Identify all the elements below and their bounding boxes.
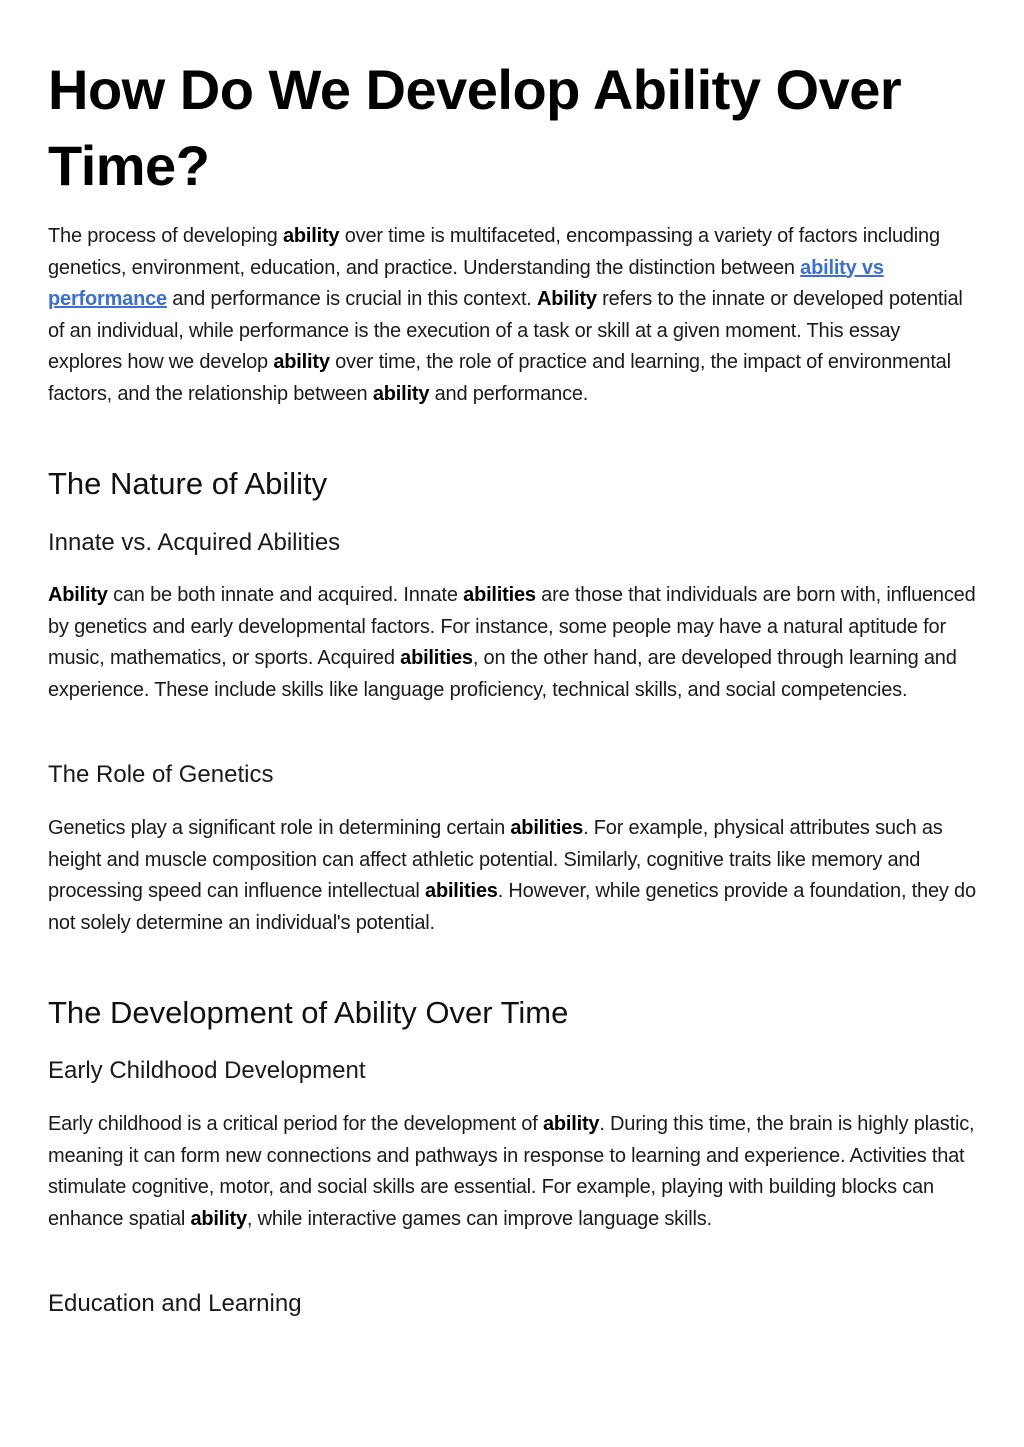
- text: . However, while genetics provide a foundation, they do not solely determine an individual's potential.: [48, 880, 976, 934]
- text: . For example, physical attributes such as height and muscle composition can affect athletic potential. Similarly, cognitive traits like memory and processing speed can influence intellectual: [48, 817, 943, 902]
- bold-term: ability: [190, 1207, 247, 1230]
- text: over time is multifaceted, encompassing a variety of factors including genetics, environment, education, and practice. Understanding the distinction between: [48, 225, 940, 279]
- bold-term: ability: [372, 382, 430, 405]
- subheading-role-of-genetics: The Role of Genetics: [48, 761, 274, 788]
- bold-term: abilities: [463, 584, 536, 606]
- bold-term: ability: [273, 351, 330, 373]
- page-title: How Do We Develop Ability Over Time?: [48, 58, 902, 197]
- bold-term: abilities: [510, 817, 584, 839]
- intro-paragraph: [48, 221, 978, 410]
- bold-term: Ability: [48, 584, 108, 606]
- innate-acquired-paragraph: [48, 580, 978, 706]
- section-heading-development-over-time: The Development of Ability Over Time: [48, 995, 569, 1030]
- text: , while interactive games can improve language skills.: [246, 1207, 712, 1230]
- bold-term: abilities: [400, 647, 473, 669]
- text: Genetics play a significant role in determining certain: [48, 817, 511, 839]
- bold-term: ability: [542, 1113, 600, 1135]
- early-childhood-paragraph: [48, 1109, 978, 1235]
- text: are those that individuals are born with, influenced by genetics and early developmental factors. For instance, some people may have a natural aptitude for music, mathematics, or sports. Acquired: [48, 584, 976, 669]
- subheading-innate-vs-acquired: Innate vs. Acquired Abilities: [48, 529, 341, 556]
- bold-term: ability: [282, 225, 340, 247]
- text: and performance is crucial in this context.: [166, 288, 538, 310]
- section-heading-nature-of-ability: The Nature of Ability: [48, 466, 328, 501]
- text: and performance.: [429, 382, 589, 405]
- bold-term: Ability: [537, 288, 597, 310]
- text: , on the other hand, are developed through learning and experience. These include skills like language proficiency, technical skills, and social competencies.: [48, 647, 957, 701]
- text: The process of developing: [48, 225, 283, 247]
- bold-term: abilities: [425, 880, 498, 902]
- text: Early childhood is a critical period for the development of: [48, 1113, 543, 1135]
- subheading-early-childhood: Early Childhood Development: [48, 1057, 366, 1084]
- ability-vs-performance-link[interactable]: ability vs performance: [48, 256, 884, 310]
- text: . During this time, the brain is highly plastic, meaning it can form new connections and pathways in response to learning and experience. Activities that stimulate cognitive, motor, and social skills are essential. For example, playing with building blocks can enhance spatial: [48, 1113, 975, 1230]
- genetics-paragraph: [48, 813, 978, 939]
- text: over time, the role of practice and learning, the impact of environmental factors, and the relationship between: [48, 351, 951, 405]
- text: can be both innate and acquired. Innate: [107, 584, 464, 606]
- text: refers to the innate or developed potential of an individual, while performance is the execution of a task or skill at a given moment. This essay explores how we develop: [48, 288, 963, 373]
- subheading-education-and-learning: Education and Learning: [48, 1290, 302, 1317]
